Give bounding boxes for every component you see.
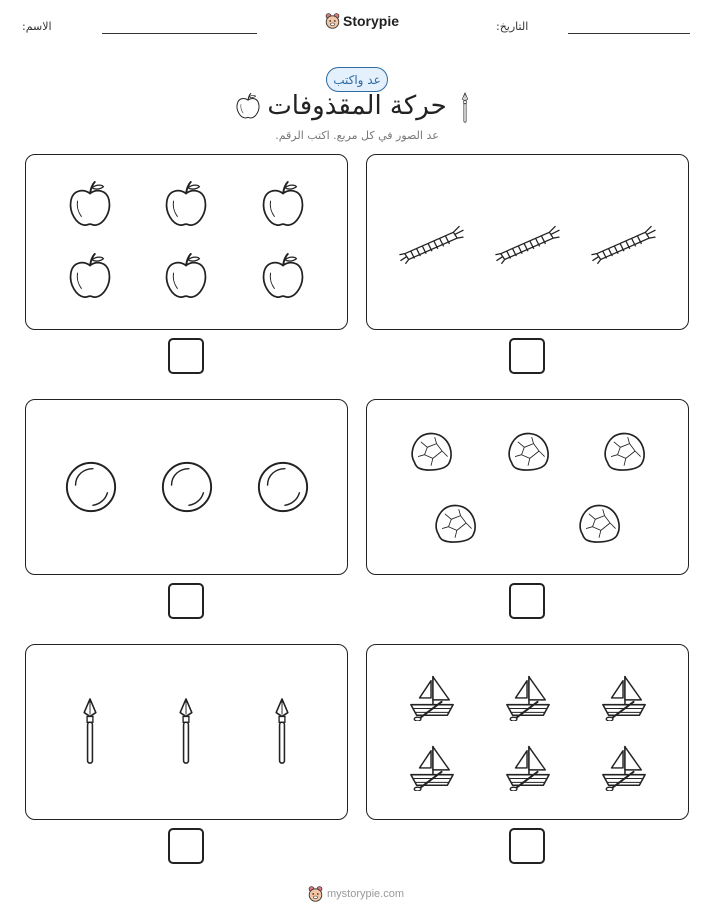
sailboat-icon xyxy=(503,673,553,721)
brand-name: Storypie xyxy=(343,12,400,29)
sailboat-icon xyxy=(407,743,457,791)
name-label: الاسم: xyxy=(22,20,52,33)
apple-icon xyxy=(163,252,209,300)
spear-icon xyxy=(80,697,100,767)
rock-icon xyxy=(431,500,479,546)
apple-icon xyxy=(260,252,306,300)
apple-icon xyxy=(67,252,113,300)
activity-badge: عد واكتب xyxy=(326,67,388,92)
ball-icon xyxy=(64,460,118,514)
counting-panel-spears xyxy=(25,644,348,820)
sailboat-icon xyxy=(407,673,457,721)
spear-icon xyxy=(272,697,292,767)
spear-icon xyxy=(460,92,470,124)
counting-panel-balls xyxy=(25,399,348,575)
footer xyxy=(308,885,404,902)
rope-icon xyxy=(589,220,657,264)
ball-icon xyxy=(256,460,310,514)
instructions: عد الصور في كل مربع. اكتب الرقم. xyxy=(275,129,439,142)
answer-box-ropes[interactable] xyxy=(509,338,545,374)
bear-mascot-icon xyxy=(308,885,323,902)
rope-icon xyxy=(397,220,465,264)
apple-icon xyxy=(260,180,306,228)
sailboat-icon xyxy=(599,743,649,791)
counting-panel-rocks xyxy=(366,399,689,575)
rock-icon xyxy=(407,428,455,474)
answer-box-rocks[interactable] xyxy=(509,583,545,619)
rope-icon xyxy=(493,220,561,264)
apple-icon xyxy=(163,180,209,228)
rock-icon xyxy=(600,428,648,474)
date-label: التاريخ: xyxy=(496,20,529,33)
answer-box-boats[interactable] xyxy=(509,828,545,864)
spear-icon xyxy=(176,697,196,767)
name-field[interactable] xyxy=(102,33,257,34)
rock-icon xyxy=(575,500,623,546)
brand-logo xyxy=(325,12,399,29)
counting-panel-apples xyxy=(25,154,348,330)
answer-box-balls[interactable] xyxy=(168,583,204,619)
ball-icon xyxy=(160,460,214,514)
apple-icon xyxy=(67,180,113,228)
date-field[interactable] xyxy=(568,33,690,34)
sailboat-icon xyxy=(599,673,649,721)
page-title: حركة المقذوفات xyxy=(267,91,447,121)
bear-mascot-icon xyxy=(325,12,340,29)
sailboat-icon xyxy=(503,743,553,791)
answer-box-spears[interactable] xyxy=(168,828,204,864)
counting-panel-ropes xyxy=(366,154,689,330)
answer-box-apples[interactable] xyxy=(168,338,204,374)
footer-url[interactable]: mystorypie.com xyxy=(327,887,405,900)
counting-panel-boats xyxy=(366,644,689,820)
rock-icon xyxy=(504,428,552,474)
